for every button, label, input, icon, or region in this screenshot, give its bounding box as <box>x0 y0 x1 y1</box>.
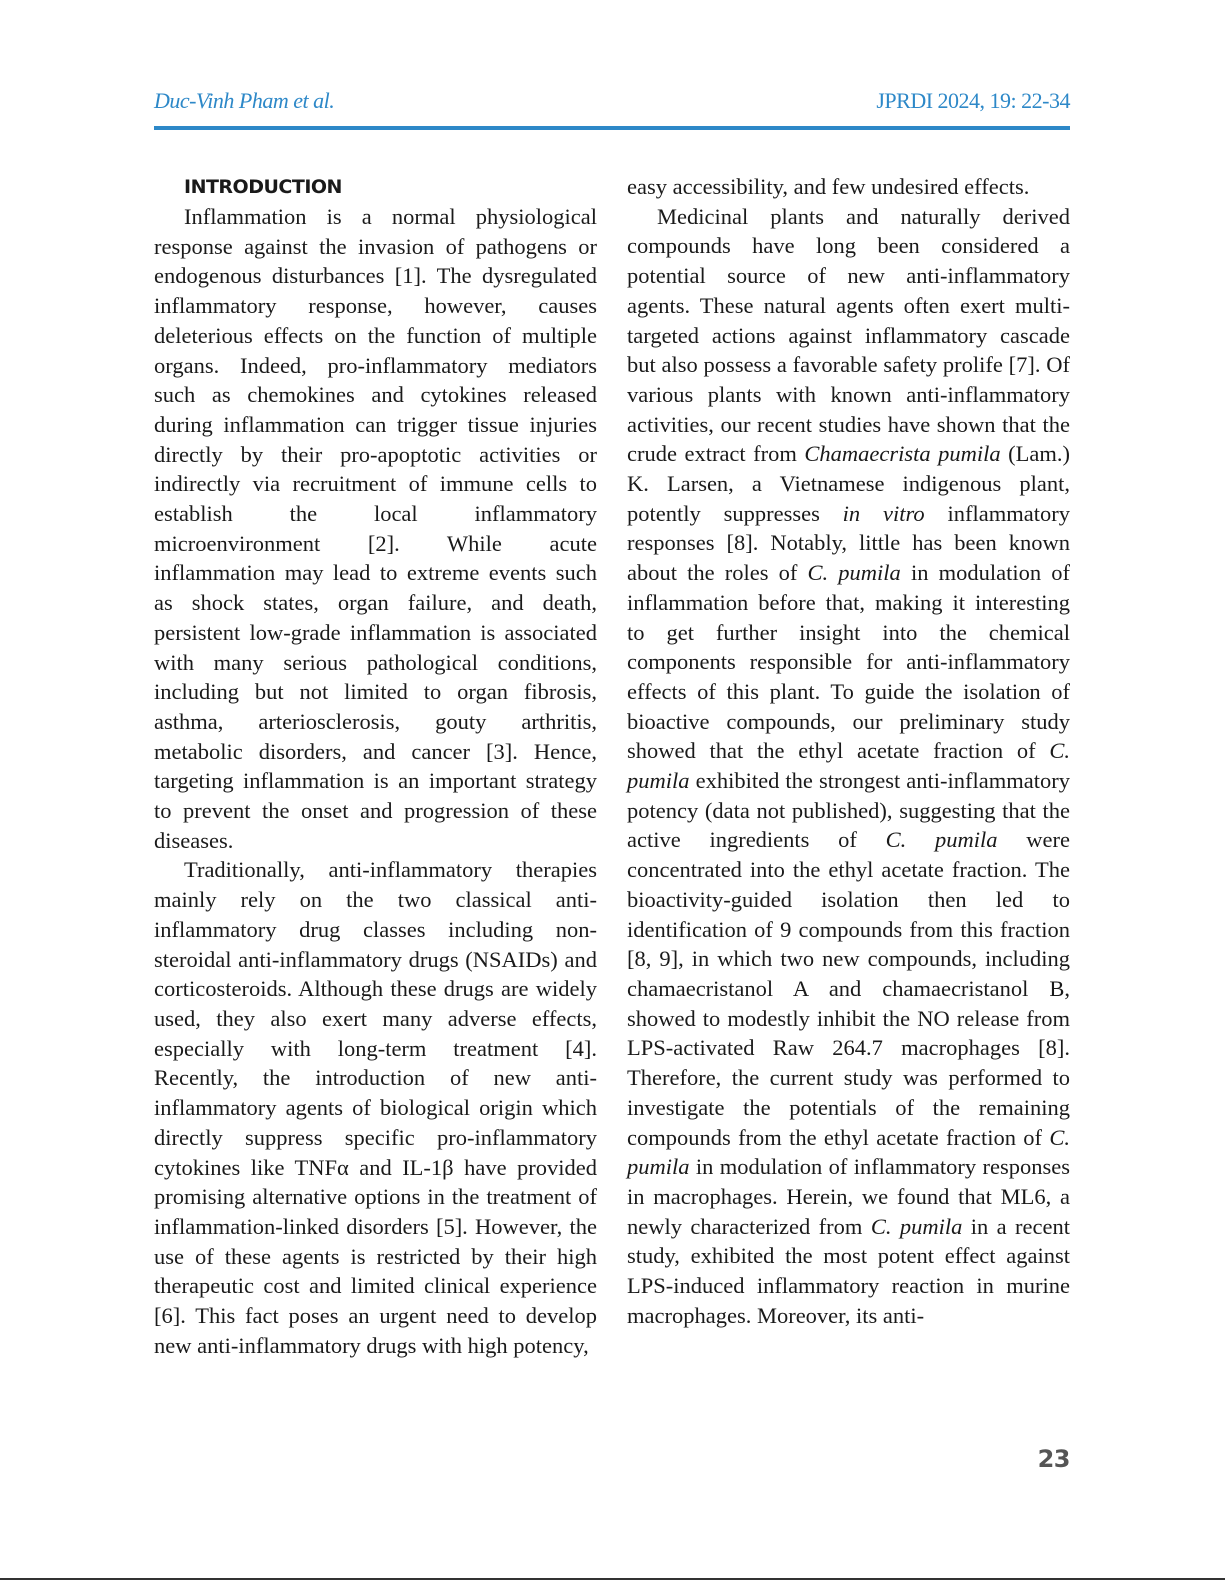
header-authors: Duc-Vinh Pham et al. <box>154 88 335 113</box>
species-name: C. pumila <box>807 560 901 586</box>
species-name: C. pumila <box>870 1213 963 1239</box>
species-name: Chamaecrista pumila <box>804 441 1001 467</box>
section-heading: INTRODUCTION <box>184 176 342 198</box>
text-run: in modulation of inflammatory responses in macrophages. Herein, we found that ML6, a newly characterized from <box>627 1154 1070 1239</box>
header-rule <box>154 126 1070 130</box>
bottom-rule <box>0 1578 1225 1580</box>
species-name: C. pumila <box>627 1124 1070 1180</box>
right-column <box>627 172 1070 1330</box>
text-run: (Lam.) K. Larsen, a Vietnamese indigenous plant, potently suppresses <box>627 441 1070 526</box>
text-run: inflammatory responses [8]. Notably, little has been known about the roles of <box>627 500 1070 586</box>
text-run: in a recent study, exhibited the most potent effect against LPS-induced inflammatory reaction in murine macrophages. Moreover, its anti- <box>627 1213 1070 1328</box>
running-header <box>154 88 1070 122</box>
text-run: were concentrated into the ethyl acetate fraction. The bioactivity-guided isolation then led to identification of 9 compounds from this fraction [8, 9], in which two new compounds, including chamaecristanol A and chamaecristanol B, showed to modestly inhibit the NO release from LPS-activated Raw 264.7 macrophages [8]. Therefore, the current study was performed to investigate the potentials of the remaining compounds from the ethyl acetate fraction of <box>627 827 1070 1150</box>
intro-paragraph-1: Inflammation is a normal physiological response against the invasion of pathogens or endogenous disturbances [1]. The dysregulated inflammatory response, however, causes deleterious effects on the function of multiple organs. Indeed, pro-inflammatory mediators such as chemokines and cytokines released during inflammation can trigger tissue injuries directly by their pro-apoptotic activities or indirectly via recruitment of immune cells to establish the local inflammatory microenvironment [2]. While acute inflammation may lead to extreme events such as shock states, organ failure, and death, persistent low-grade inflammation is associated with many serious pathological conditions, including but not limited to organ fibrosis, asthma, arteriosclerosis, gouty arthritis, metabolic disorders, and cancer [3]. Hence, targeting inflammation is an important strategy to prevent the onset and progression of these diseases. <box>154 204 597 853</box>
intro-paragraph-2: Traditionally, anti-inflammatory therapies mainly rely on the two classical anti-inflammatory drug classes including non-steroidal anti-inflammatory drugs (NSAIDs) and corticosteroids. Although these drugs are widely used, they also exert many adverse effects, especially with long-term treatment [4]. Recently, the introduction of new anti-inflammatory agents of biological origin which directly suppress specific pro-inflammatory cytokines like TNFα and IL-1β have provided promising alternative options in the treatment of inflammation-linked disorders [5]. However, the use of these agents is restricted by their high therapeutic cost and limited clinical experience [6]. This fact poses an urgent need to develop new anti-inflammatory drugs with high potency, <box>154 857 597 1358</box>
left-column <box>154 172 597 1360</box>
intro-paragraph-3 <box>627 202 1070 1331</box>
latin-term: in vitro <box>842 500 925 526</box>
species-name: C. pumila <box>885 827 998 853</box>
text-run: Medicinal plants and naturally derived compounds have long been considered a potential source of new anti-inflammatory agents. These natural agents often exert multi-targeted actions against inflammatory cascade but also possess a favorable safety prolife [7]. Of various plants with known anti-inflammatory activities, our recent studies have shown that the crude extract from <box>627 203 1070 467</box>
species-name: C. pumila <box>627 738 1070 794</box>
page-number: 23 <box>1037 1445 1070 1473</box>
header-citation: JPRDI 2024, 19: 22-34 <box>876 88 1070 113</box>
text-run: exhibited the strongest anti-inflammatory potency (data not published), suggesting that the active ingredients of <box>627 768 1070 853</box>
text-run: in modulation of inflammation before that, making it interesting to get further insight into the chemical components responsible for anti-inflammatory effects of this plant. To guide the isolation of bioactive compounds, our preliminary study showed that the ethyl acetate fraction of <box>627 560 1070 764</box>
intro-paragraph-2-continuation: easy accessibility, and few undesired effects. <box>627 174 1030 199</box>
